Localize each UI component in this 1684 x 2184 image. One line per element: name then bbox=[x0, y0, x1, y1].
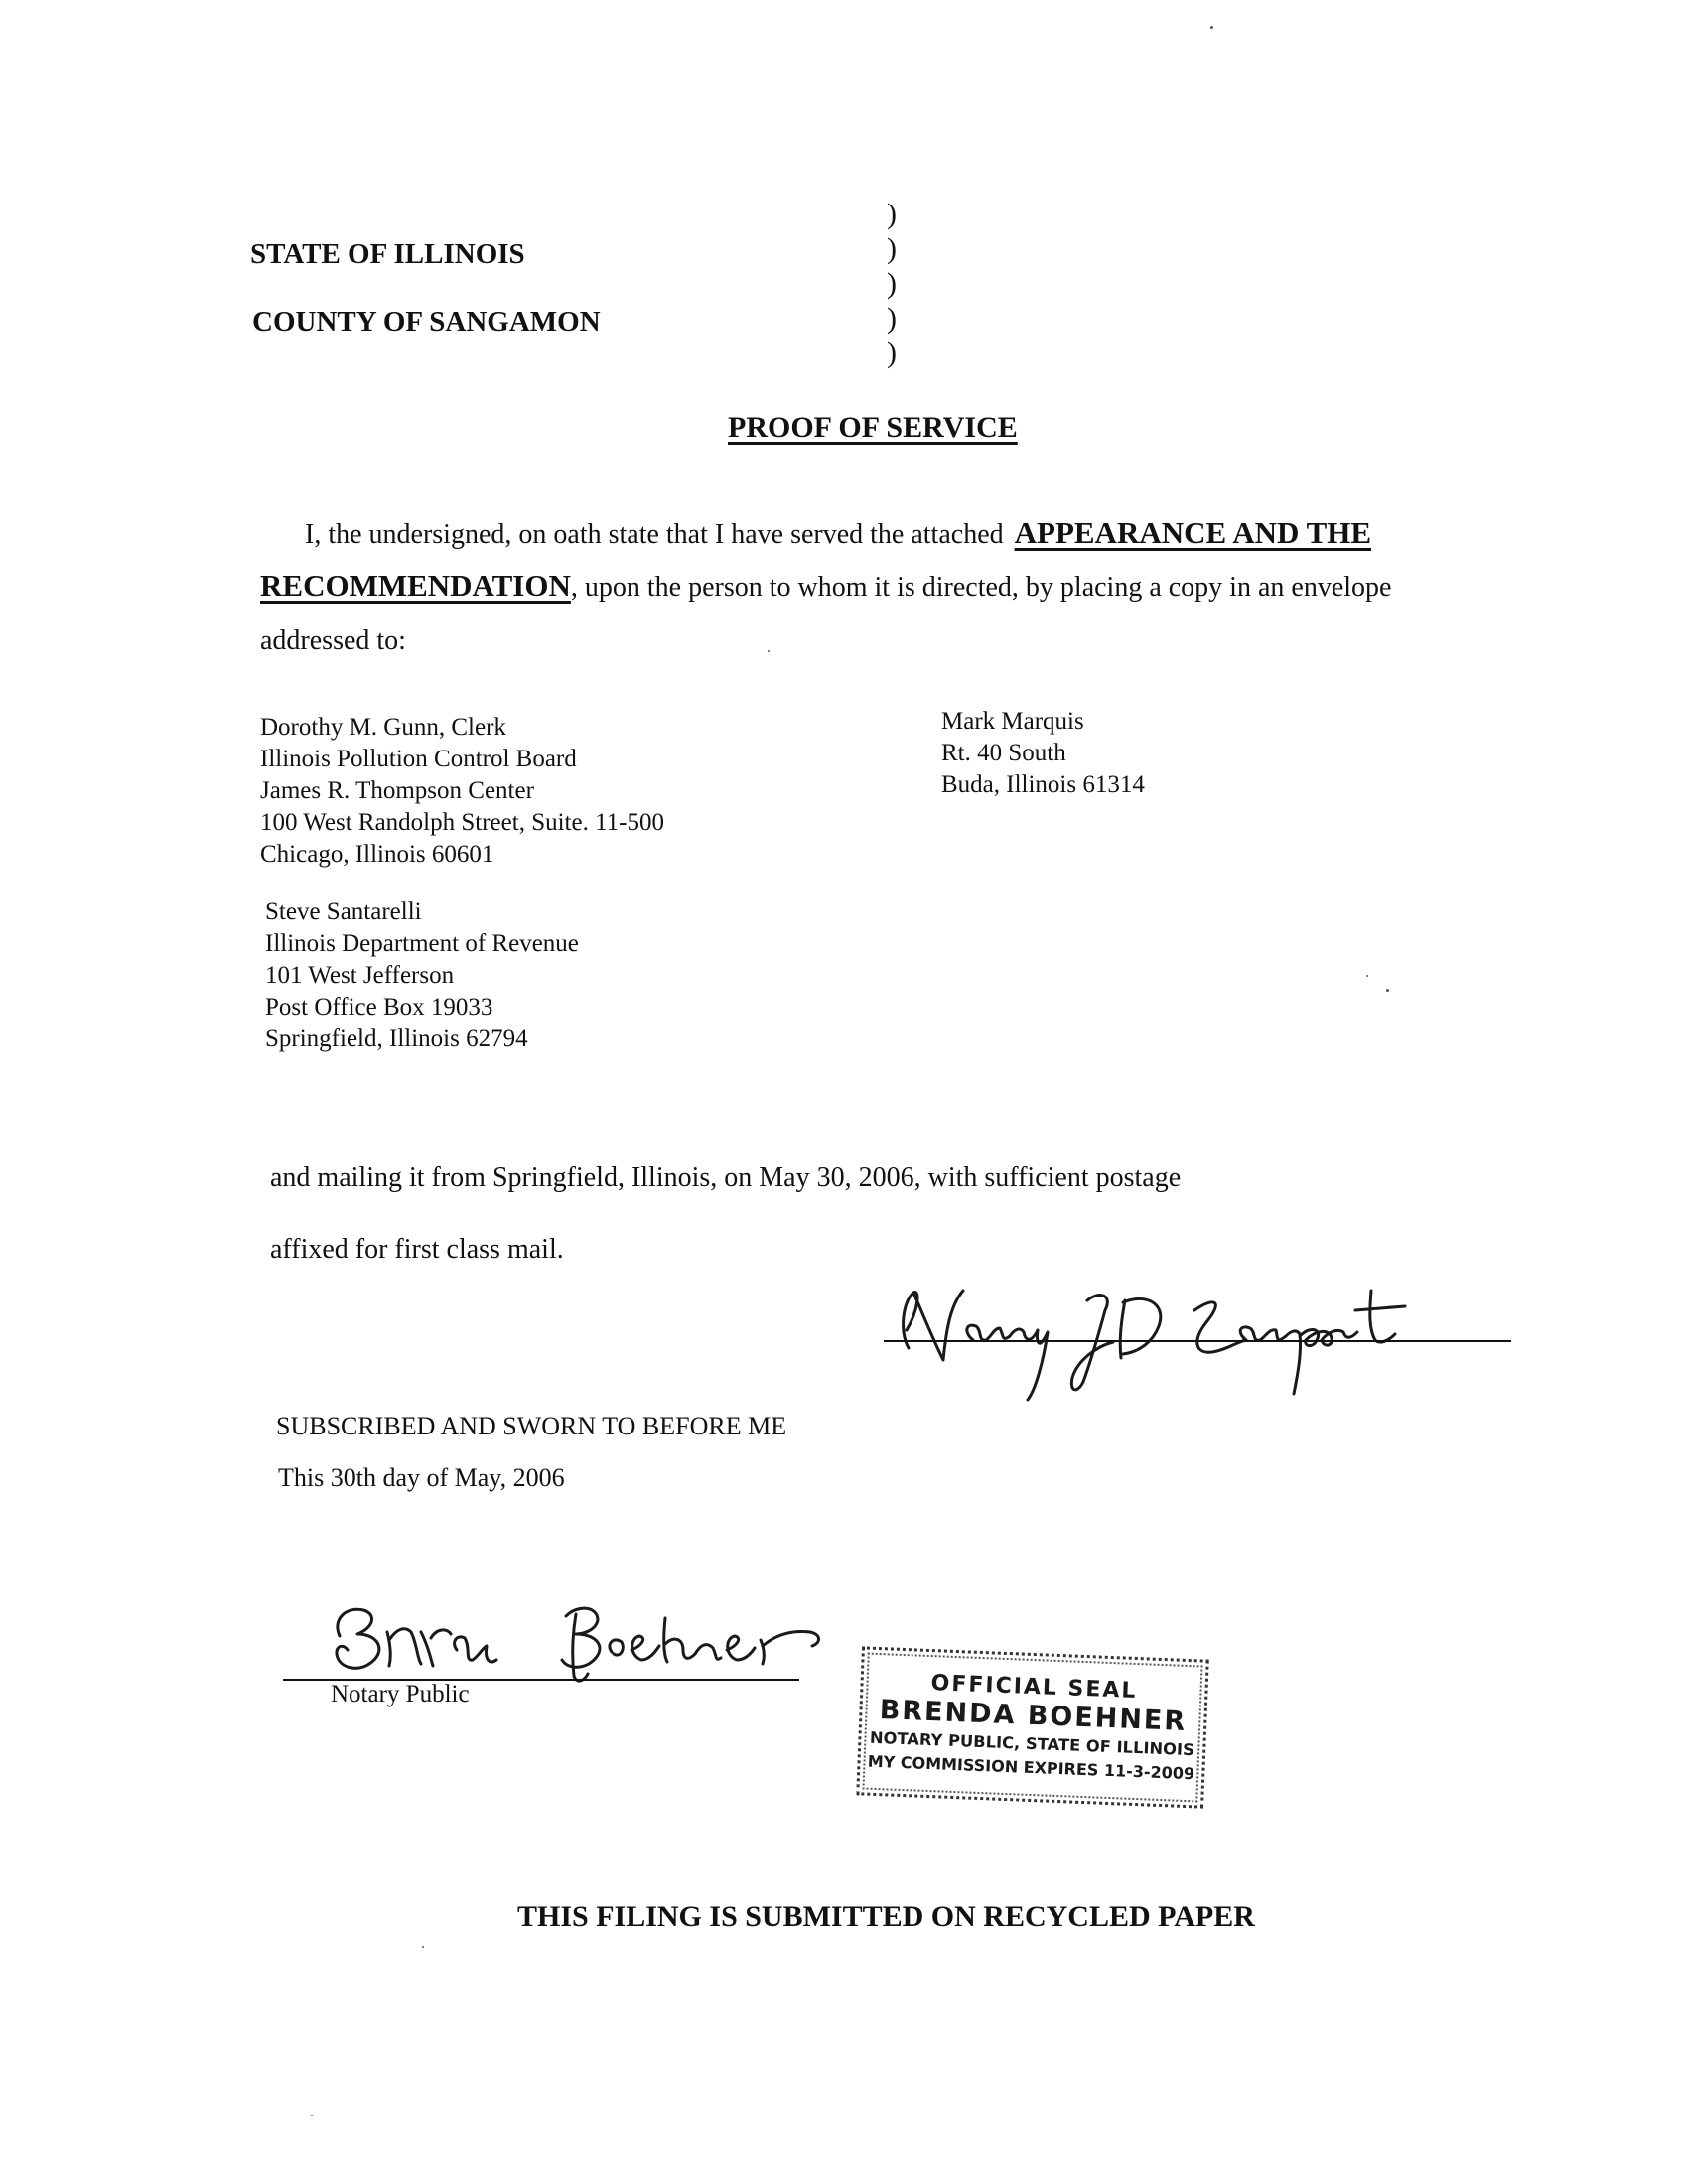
recipient-address-3 bbox=[265, 896, 579, 1055]
caption-county: COUNTY OF SANGAMON bbox=[252, 306, 601, 338]
served-document-part-1: APPEARANCE AND THE bbox=[1014, 515, 1372, 550]
scan-speck bbox=[1366, 975, 1368, 977]
jurat-line-2: This 30th day of May, 2006 bbox=[278, 1463, 565, 1492]
address-line: Illinois Pollution Control Board bbox=[260, 746, 577, 772]
recipient-address-1 bbox=[260, 712, 664, 871]
statement-line-1 bbox=[305, 515, 1371, 551]
affiant-signature-line bbox=[884, 1340, 1511, 1342]
scan-speck bbox=[1386, 989, 1389, 992]
mailing-line-2: affixed for first class mail. bbox=[270, 1234, 564, 1265]
recipient-address-2 bbox=[941, 706, 1145, 801]
scan-speck bbox=[1210, 26, 1213, 29]
statement-line-3: addressed to: bbox=[260, 625, 406, 656]
page-title: PROOF OF SERVICE bbox=[728, 411, 1018, 444]
address-line: 101 West Jefferson bbox=[265, 962, 455, 989]
address-line: Dorothy M. Gunn, Clerk bbox=[260, 714, 506, 741]
address-line: Buda, Illinois 61314 bbox=[941, 771, 1145, 798]
mailing-line-1: and mailing it from Springfield, Illinois, on May 30, 2006, with sufficient postage bbox=[270, 1162, 1182, 1193]
footer-notice: THIS FILING IS SUBMITTED ON RECYCLED PAPER bbox=[517, 1900, 1255, 1933]
served-document-part-2: RECOMMENDATION bbox=[260, 568, 571, 603]
address-line: Chicago, Illinois 60601 bbox=[260, 841, 494, 868]
address-line: James R. Thompson Center bbox=[260, 777, 534, 804]
address-line: Springfield, Illinois 62794 bbox=[265, 1025, 528, 1052]
statement-line-2 bbox=[260, 568, 1391, 604]
scan-speck bbox=[422, 1946, 424, 1948]
official-seal-stamp bbox=[856, 1646, 1209, 1808]
seal-commission: NOTARY PUBLIC, STATE OF ILLINOIS bbox=[869, 1727, 1195, 1760]
jurat-line-1: SUBSCRIBED AND SWORN TO BEFORE ME bbox=[276, 1412, 787, 1440]
seal-expiration: MY COMMISSION EXPIRES 11-3-2009 bbox=[867, 1751, 1195, 1784]
address-line: Post Office Box 19033 bbox=[265, 994, 493, 1021]
scan-speck bbox=[768, 650, 770, 652]
caption-state: STATE OF ILLINOIS bbox=[250, 238, 525, 270]
statement-suffix: , upon the person to whom it is directed, by placing a copy in an envelope bbox=[570, 572, 1392, 603]
scan-speck bbox=[311, 2115, 313, 2116]
caption-parenthesis: ) ) ) ) ) bbox=[887, 198, 897, 369]
seal-notary-name: BRENDA BOEHNER bbox=[879, 1695, 1188, 1737]
address-line: 100 West Randolph Street, Suite. 11-500 bbox=[260, 809, 664, 836]
address-line: Rt. 40 South bbox=[941, 740, 1066, 766]
statement-prefix: I, the undersigned, on oath state that I have served the attached bbox=[305, 519, 1004, 550]
address-line: Mark Marquis bbox=[941, 708, 1084, 735]
notary-label: Notary Public bbox=[331, 1681, 470, 1707]
seal-title: OFFICIAL SEAL bbox=[930, 1671, 1138, 1705]
address-line: Steve Santarelli bbox=[265, 898, 422, 925]
address-line: Illinois Department of Revenue bbox=[265, 930, 579, 957]
